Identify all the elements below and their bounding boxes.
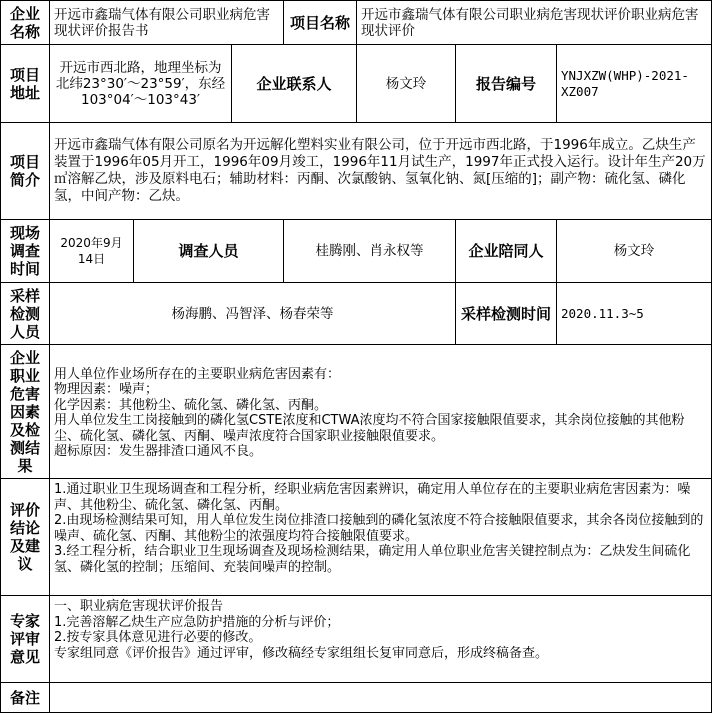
row-hazard — [1, 345, 712, 479]
remarks-value — [50, 683, 712, 713]
report-no-value: YNJXZW(WHP)-2021-XZ007 — [557, 45, 712, 123]
company-escort-label: 企业陪同人 — [456, 220, 557, 283]
expert-line: 一、职业病危害现状评价报告 — [54, 599, 224, 614]
evaluation-line: 3.经工程分析，结合职业卫生现场调查及现场检测结果，确定用人单位职业危害关键控制点为：乙炔发生间硫化氢、磷化氢的控制；压缩间、充装间噪声的控制。 — [54, 544, 691, 575]
company-contact-value: 杨文玲 — [357, 45, 456, 123]
hazard-line: 化学因素：其他粉尘、硫化氢、磷化氢、丙酮。 — [54, 397, 328, 413]
project-intro-label: 项目简介 — [1, 123, 50, 220]
project-name-value: 开远市鑫瑞气体有限公司职业病危害现状评价职业病危害现状评价 — [357, 1, 712, 45]
sampling-time-value: 2020.11.3~5 — [557, 283, 712, 345]
row-remarks — [1, 683, 712, 713]
expert-opinion-value — [50, 596, 712, 683]
row-evaluation — [1, 479, 712, 596]
sampling-staff-value: 杨海鹏、冯智泽、杨春荣等 — [50, 283, 456, 345]
hazard-results-value — [50, 345, 712, 479]
expert-line: 1.完善溶解乙炔生产应急防护措施的分析与评价； — [54, 614, 340, 630]
hazard-line: 用人单位发生工岗接触到的磷化氢CSTE浓度和CTWA浓度均不符合国家接触限值要求，其余岗位接触的其他粉尘、硫化氢、磷化氢、丙酮、噪声浓度符合国家职业接触限值要求。 — [54, 413, 685, 444]
sampling-time-label: 采样检测时间 — [456, 283, 557, 345]
row-survey — [1, 220, 712, 283]
evaluation-line: 2.由现场检测结果可知，用人单位发生岗位排渣口接触到的磷化氢浓度不符合接触限值要求，其余各岗位接触到的噪声、硫化氢、丙酮、其他粉尘的浓强度均符合接触限值要求。 — [54, 513, 704, 544]
company-escort-value: 杨文玲 — [557, 220, 712, 283]
project-address-value: 开远市西北路，地理坐标为北纬23°30′～23°59′，东经103°04′～103°43′ — [50, 45, 232, 123]
evaluation-value — [50, 479, 712, 596]
survey-staff-value: 桂腾刚、肖永权等 — [284, 220, 456, 283]
hazard-line: 物理因素：噪声； — [54, 382, 159, 397]
expert-line: 专家组同意《评价报告》通过评审，修改稿经专家组组长复审同意后，形成终稿备查。 — [54, 645, 549, 661]
row-sampling — [1, 283, 712, 345]
row-project-address — [1, 45, 712, 123]
report-no-label: 报告编号 — [456, 45, 557, 123]
project-intro-value: 开远市鑫瑞气体有限公司原名为开远解化塑料实业有限公司，位于开远市西北路，于1996年成立。乙炔生产装置于1996年05月开工，1996年09月竣工，1996年11月试生产，1997年正式投入运行。设计年生产20万㎥溶解乙炔，涉及原料电石；辅助材料：丙酮、次氯酸钠、氢氧化钠、氮[压缩的]；副产物：硫化氢、磷化氢，中间产物：乙炔。 — [50, 123, 712, 220]
company-name-value: 开远市鑫瑞气体有限公司职业病危害现状评价报告书 — [50, 1, 284, 45]
survey-staff-label: 调查人员 — [134, 220, 284, 283]
project-name-label: 项目名称 — [284, 1, 357, 45]
hazard-line: 用人单位作业场所存在的主要职业病危害因素有： — [54, 366, 341, 382]
evaluation-line: 1.通过职业卫生现场调查和工程分析，经职业病危害因素辨识，确定用人单位存在的主要职业病危害因素为：噪声、其他粉尘、硫化氢、磷化氢、丙酮。 — [54, 482, 691, 513]
hazard-results-label: 企业职业危害因素及检测结果 — [1, 345, 50, 479]
row-project-intro — [1, 123, 712, 220]
project-address-label: 项目地址 — [1, 45, 50, 123]
survey-time-label: 现场调查时间 — [1, 220, 50, 283]
evaluation-label: 评价结论及建议 — [1, 479, 50, 596]
expert-line: 2.按专家具体意见进行必要的修改。 — [54, 630, 262, 645]
remarks-label: 备注 — [1, 683, 50, 713]
expert-opinion-label: 专家评审意见 — [1, 596, 50, 683]
company-contact-label: 企业联系人 — [232, 45, 357, 123]
row-company-name — [1, 1, 712, 45]
row-expert — [1, 596, 712, 683]
survey-time-value: 2020年9月14日 — [50, 220, 134, 283]
hazard-line: 超标原因：发生器排渣口通风不良。 — [54, 444, 263, 459]
company-name-label: 企业名称 — [1, 1, 50, 45]
sampling-staff-label: 采样检测人员 — [1, 283, 50, 345]
